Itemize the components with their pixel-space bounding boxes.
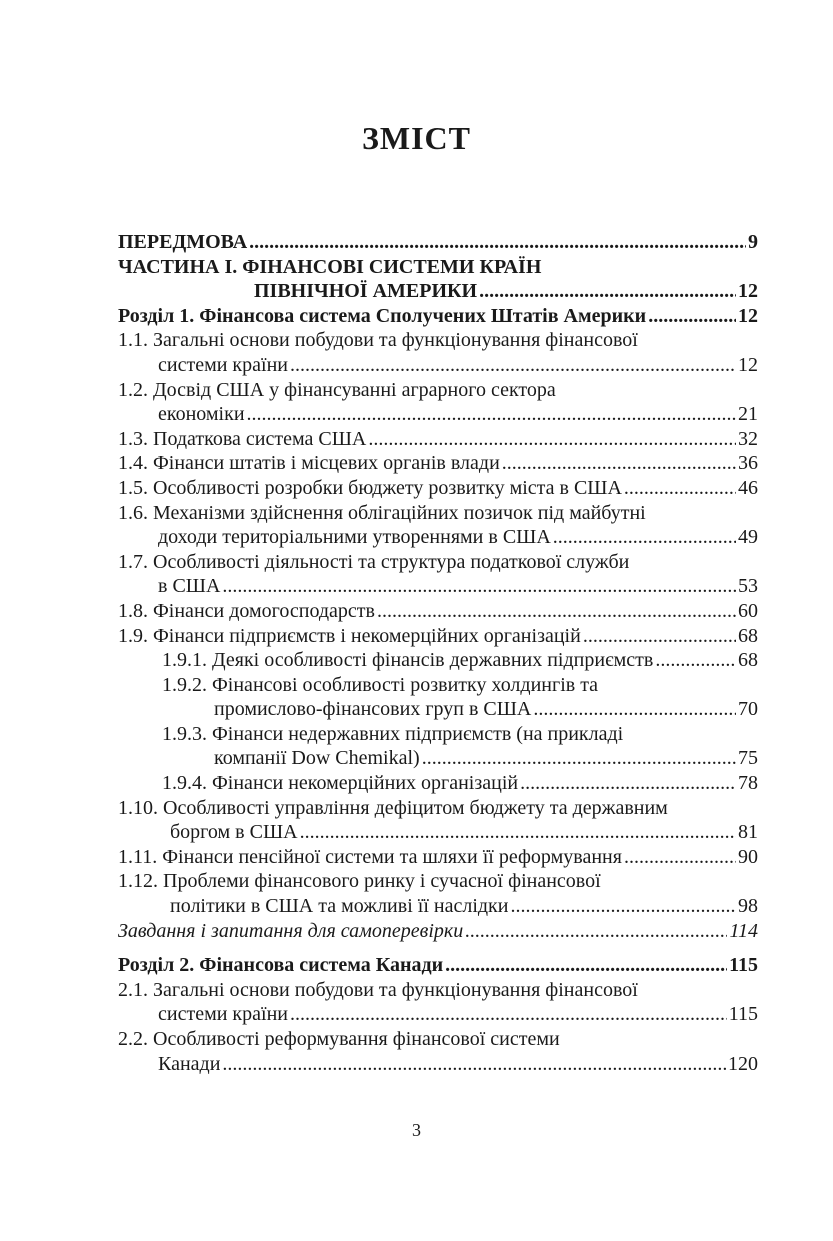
toc-entry-title: компанії Dow Chemikal) xyxy=(214,747,420,770)
toc-entry xyxy=(118,378,758,427)
toc-page-number: 75 xyxy=(738,747,758,770)
toc-entry xyxy=(118,501,758,550)
toc-entry xyxy=(118,304,758,329)
toc-entry-title: Канади xyxy=(158,1052,221,1075)
toc-entry-line xyxy=(118,953,758,978)
toc-entry-line xyxy=(118,476,758,501)
dot-leader xyxy=(222,1052,726,1077)
toc-entry-line xyxy=(118,574,758,599)
toc-entry xyxy=(118,869,758,918)
dot-leader xyxy=(445,953,727,978)
page-title: ЗМІСТ xyxy=(362,120,471,156)
toc-entry-line xyxy=(118,304,758,329)
dot-leader xyxy=(553,525,736,550)
toc-entry-title: Завдання і запитання для самоперевірки xyxy=(118,919,464,942)
toc-page-number: 68 xyxy=(738,649,758,672)
toc-entry-title: 2.2. Особливості реформування фінансової системи xyxy=(118,1028,560,1050)
toc-entry-line xyxy=(118,648,758,673)
toc-entry-line xyxy=(118,378,758,403)
toc-entry-title: промислово-фінансових груп в США xyxy=(214,698,532,721)
dot-leader xyxy=(533,697,736,722)
toc-entry-title: 1.2. Досвід США у фінансуванні аграрного сектора xyxy=(118,378,556,401)
toc-entry-line xyxy=(118,501,758,526)
toc-entry-title: 1.9.3. Фінанси недержавних підприємств (на прикладі xyxy=(162,722,624,745)
dot-leader xyxy=(655,648,736,673)
dot-leader xyxy=(520,771,736,796)
dot-leader xyxy=(479,279,736,304)
dot-leader xyxy=(249,230,746,255)
dot-leader xyxy=(368,427,736,452)
toc-entry xyxy=(118,722,758,771)
dot-leader xyxy=(300,820,736,845)
toc-entry-title: 1.4. Фінанси штатів і місцевих органів влади xyxy=(118,452,500,475)
toc-entry xyxy=(118,550,758,599)
toc-page-number: 60 xyxy=(738,599,758,622)
toc-entry-title: 1.1. Загальні основи побудови та функціонування фінансової xyxy=(118,329,638,352)
toc-entry-line xyxy=(118,599,758,624)
toc-entry-title: 1.9. Фінанси підприємств і некомерційних організацій xyxy=(118,624,581,647)
toc-entry-line xyxy=(118,746,758,771)
toc-entry-line xyxy=(118,328,758,353)
toc-page-number: 68 xyxy=(738,624,758,647)
toc-entry-title: ЧАСТИНА І. ФІНАНСОВІ СИСТЕМИ КРАЇН xyxy=(118,255,542,278)
toc-entry-title: системи країни xyxy=(158,353,288,376)
toc-entry-line xyxy=(118,402,758,427)
toc-entry-line xyxy=(118,722,758,747)
toc-page-number: 32 xyxy=(738,427,758,450)
toc-page-number: 46 xyxy=(738,476,758,499)
toc-entry xyxy=(118,1027,758,1076)
toc-entry xyxy=(118,599,758,624)
toc-entry-line xyxy=(118,1002,758,1027)
toc-entry-title: Розділ 1. Фінансова система Сполучених Штатів Америки xyxy=(118,304,647,327)
toc-entry-title: 2.1. Загальні основи побудови та функціонування фінансової xyxy=(118,978,638,1001)
toc-entry-line xyxy=(118,279,758,304)
toc-entry xyxy=(118,427,758,452)
toc-page-number: 70 xyxy=(738,698,758,721)
toc-page-number: 78 xyxy=(738,772,758,795)
dot-leader xyxy=(290,353,736,378)
toc-entry-line xyxy=(118,845,758,870)
toc-entry-title: Розділ 2. Фінансова система Канади xyxy=(118,954,444,977)
toc-entry-title: економіки xyxy=(158,403,245,426)
toc-entry-line xyxy=(118,673,758,698)
toc-entry-line xyxy=(118,697,758,722)
toc-entry xyxy=(118,845,758,870)
toc-entry-title: 1.8. Фінанси домогосподарств xyxy=(118,599,375,622)
dot-leader xyxy=(290,1002,727,1027)
toc-entry-title: 1.3. Податкова система США xyxy=(118,427,367,450)
toc-entry-line xyxy=(118,353,758,378)
toc-entry-line xyxy=(118,255,758,280)
toc-entry-title: 1.9.2. Фінансові особливості розвитку холдингів та xyxy=(162,673,599,696)
dot-leader xyxy=(624,476,736,501)
toc-entry-title: 1.7. Особливості діяльності та структура податкової служби xyxy=(118,550,630,573)
toc-entry xyxy=(118,476,758,501)
toc-page-number: 115 xyxy=(728,1003,758,1026)
toc-entry-title: доходи територіальними утвореннями в США xyxy=(158,526,551,549)
toc-entry-title: ПЕРЕДМОВА xyxy=(118,231,248,253)
toc-entry-line xyxy=(118,820,758,845)
dot-leader xyxy=(247,402,736,427)
page-number: 3 xyxy=(412,1120,421,1140)
toc-entry-line xyxy=(118,894,758,919)
toc-page-number: 81 xyxy=(738,821,758,844)
dot-leader xyxy=(583,624,736,649)
toc-entry-title: 1.11. Фінанси пенсійної системи та шляхи її реформування xyxy=(118,845,622,868)
toc-entry-title: 1.10. Особливості управління дефіцитом бюджету та державним xyxy=(118,796,668,819)
toc-page-number: 114 xyxy=(729,919,758,942)
toc-entry-line xyxy=(118,1027,758,1052)
toc-entry-line xyxy=(118,427,758,452)
toc-entry xyxy=(118,796,758,845)
toc-page-number: 120 xyxy=(728,1052,758,1075)
toc-entry xyxy=(118,451,758,476)
dot-leader xyxy=(465,919,727,944)
toc-page-number: 12 xyxy=(738,304,758,327)
toc-entry-line xyxy=(118,771,758,796)
toc-gap xyxy=(118,943,758,953)
toc-entry-line xyxy=(118,230,758,255)
toc-page-number: 49 xyxy=(738,526,758,549)
dot-leader xyxy=(624,845,736,870)
toc-entry xyxy=(118,771,758,796)
toc-entry-line xyxy=(118,525,758,550)
dot-leader xyxy=(648,304,736,329)
toc-entry-title: 1.9.4. Фінанси некомерційних організацій xyxy=(162,772,519,795)
toc-page-number: 12 xyxy=(738,353,758,376)
toc-entry-title: 1.9.1. Деякі особливості фінансів державних підприємств xyxy=(162,649,654,672)
toc-entry xyxy=(118,624,758,649)
toc-entry xyxy=(118,255,758,304)
toc-entry-title: 1.5. Особливості розробки бюджету розвитку міста в США xyxy=(118,476,622,499)
toc-page-number: 12 xyxy=(738,280,758,303)
toc-page-number: 53 xyxy=(738,575,758,598)
toc-entry-line xyxy=(118,869,758,894)
toc-entry-title: системи країни xyxy=(158,1003,288,1026)
toc-entry-line xyxy=(118,978,758,1003)
toc-page-number: 115 xyxy=(729,954,758,977)
toc-page-number: 21 xyxy=(738,403,758,426)
toc-entry-line xyxy=(118,550,758,575)
toc-entry-title: політики в США та можливі її наслідки xyxy=(170,895,509,918)
toc-page-number: 36 xyxy=(738,452,758,475)
toc-entry-title: в США xyxy=(158,575,221,598)
toc-entry xyxy=(118,648,758,673)
dot-leader xyxy=(422,746,736,771)
toc-entry xyxy=(118,978,758,1027)
toc-entry-title: 1.12. Проблеми фінансового ринку і сучасної фінансової xyxy=(118,870,601,893)
toc-entry xyxy=(118,230,758,255)
toc-entry xyxy=(118,328,758,377)
toc-entry-title: ПІВНІЧНОЇ АМЕРИКИ xyxy=(254,280,478,303)
toc-entry-line xyxy=(118,451,758,476)
dot-leader xyxy=(502,451,736,476)
toc-page-number: 9 xyxy=(748,231,758,253)
toc-page-number: 90 xyxy=(738,845,758,868)
toc-entry-title: боргом в США xyxy=(170,821,298,844)
dot-leader xyxy=(222,574,736,599)
toc-entry-title: 1.6. Механізми здійснення облігаційних позичок під майбутні xyxy=(118,501,646,524)
toc-entry xyxy=(118,919,758,944)
toc-entry-line xyxy=(118,919,758,944)
toc-entry xyxy=(118,953,758,978)
toc-entry-line xyxy=(118,1052,758,1077)
toc-entry-line xyxy=(118,796,758,821)
table-of-contents xyxy=(118,230,758,1076)
toc-entry-line xyxy=(118,624,758,649)
toc-entry xyxy=(118,673,758,722)
dot-leader xyxy=(377,599,736,624)
toc-page-number: 98 xyxy=(738,895,758,918)
dot-leader xyxy=(510,894,736,919)
